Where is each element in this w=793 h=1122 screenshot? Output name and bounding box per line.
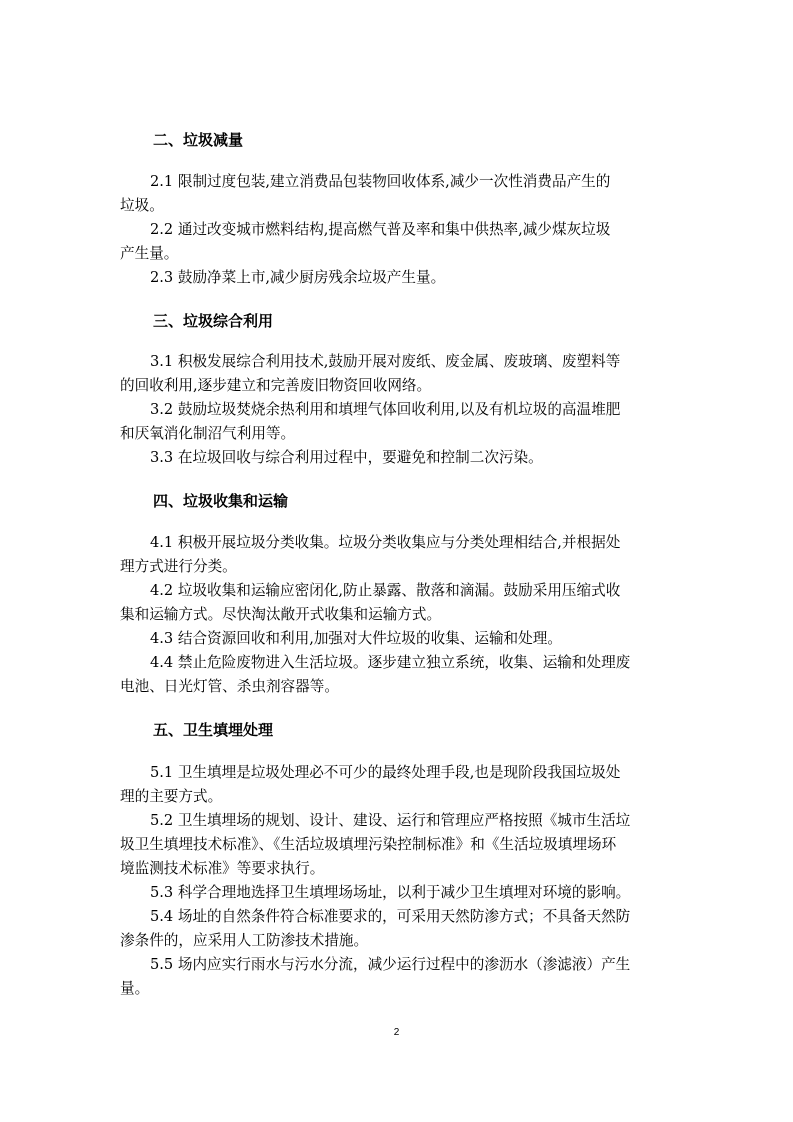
paragraph-line: 4.4 禁止危险废物进入生活垃圾。逐步建立独立系统，收集、运输和处理废 [150, 654, 631, 671]
paragraph-line: 5.2 卫生填埋场的规划、设计、建设、运行和管理应严格按照《城市生活垃 [150, 812, 631, 829]
paragraph-line: 3.1 积极发展综合利用技术,鼓励开展对废纸、废金属、废玻璃、废塑料等 [150, 353, 621, 370]
paragraph-3-1 [120, 350, 680, 398]
paragraph-4-3 [120, 627, 680, 651]
paragraph-5-5 [120, 953, 680, 1001]
paragraph-line: 5.1 卫生填埋是垃圾处理必不可少的最终处理手段,也是现阶段我国垃圾处 [150, 764, 621, 781]
paragraph-line: 3.3 在垃圾回收与综合利用过程中，要避免和控制二次污染。 [150, 449, 543, 466]
paragraph-5-4 [120, 905, 680, 953]
paragraph-line: 3.2 鼓励垃圾焚烧余热利用和填埋气体回收利用,以及有机垃圾的高温堆肥 [150, 401, 621, 418]
paragraph-line: 2.1 限制过度包装,建立消费品包装物回收体系,减少一次性消费品产生的 [150, 173, 611, 190]
paragraph-line: 量。 [120, 980, 150, 997]
paragraph-line: 电池、日光灯管、杀虫剂容器等。 [120, 678, 339, 695]
paragraph-3-3 [120, 446, 680, 470]
paragraph-4-4 [120, 651, 680, 699]
paragraph-line: 境监测技术标准》等要求执行。 [120, 860, 325, 877]
section-heading-utilization: 三、垃圾综合利用 [153, 312, 274, 330]
paragraph-5-3 [120, 881, 680, 905]
paragraph-line: 的回收利用,逐步建立和完善废旧物资回收网络。 [120, 377, 432, 394]
paragraph-line: 圾卫生填埋技术标准》、《生活垃圾填埋污染控制标准》和《生活垃圾填埋场环 [120, 836, 617, 853]
paragraph-4-2 [120, 579, 680, 627]
paragraph-line: 渗条件的，应采用人工防渗技术措施。 [120, 932, 369, 949]
section-heading-collection: 四、垃圾收集和运输 [153, 492, 289, 510]
paragraph-line: 集和运输方式。尽快淘汰敞开式收集和运输方式。 [120, 606, 442, 623]
section-heading-landfill: 五、卫生填埋处理 [153, 721, 274, 739]
paragraph-2-3 [120, 266, 680, 290]
paragraph-2-2 [120, 218, 680, 266]
paragraph-line: 2.3 鼓励净菜上市,减少厨房残余垃圾产生量。 [150, 269, 446, 286]
paragraph-line: 5.5 场内应实行雨水与污水分流，减少运行过程中的渗沥水（渗滤液）产生 [150, 956, 631, 973]
paragraph-line: 垃圾。 [120, 197, 164, 214]
paragraph-line: 5.4 场址的自然条件符合标准要求的，可采用天然防渗方式；不具备天然防 [150, 908, 631, 925]
section-heading-reduction: 二、垃圾减量 [153, 131, 244, 149]
paragraph-5-1 [120, 761, 680, 809]
page-number: 2 [393, 1027, 400, 1038]
paragraph-line: 2.2 通过改变城市燃料结构,提高燃气普及率和集中供热率,减少煤灰垃圾 [150, 221, 611, 238]
paragraph-3-2 [120, 398, 680, 446]
paragraph-2-1 [120, 170, 680, 218]
paragraph-5-2 [120, 809, 680, 881]
paragraph-line: 5.3 科学合理地选择卫生填埋场场址，以利于减少卫生填埋对环境的影响。 [150, 884, 631, 901]
paragraph-line: 理的主要方式。 [120, 788, 223, 805]
paragraph-line: 4.2 垃圾收集和运输应密闭化,防止暴露、散落和滴漏。鼓励采用压缩式收 [150, 582, 621, 599]
paragraph-line: 4.1 积极开展垃圾分类收集。垃圾分类收集应与分类处理相结合,并根据处 [150, 534, 621, 551]
paragraph-line: 和厌氧消化制沼气利用等。 [120, 425, 296, 442]
paragraph-line: 理方式进行分类。 [120, 558, 237, 575]
paragraph-line: 产生量。 [120, 245, 179, 262]
paragraph-4-1 [120, 531, 680, 579]
paragraph-line: 4.3 结合资源回收和利用,加强对大件垃圾的收集、运输和处理。 [150, 630, 562, 647]
